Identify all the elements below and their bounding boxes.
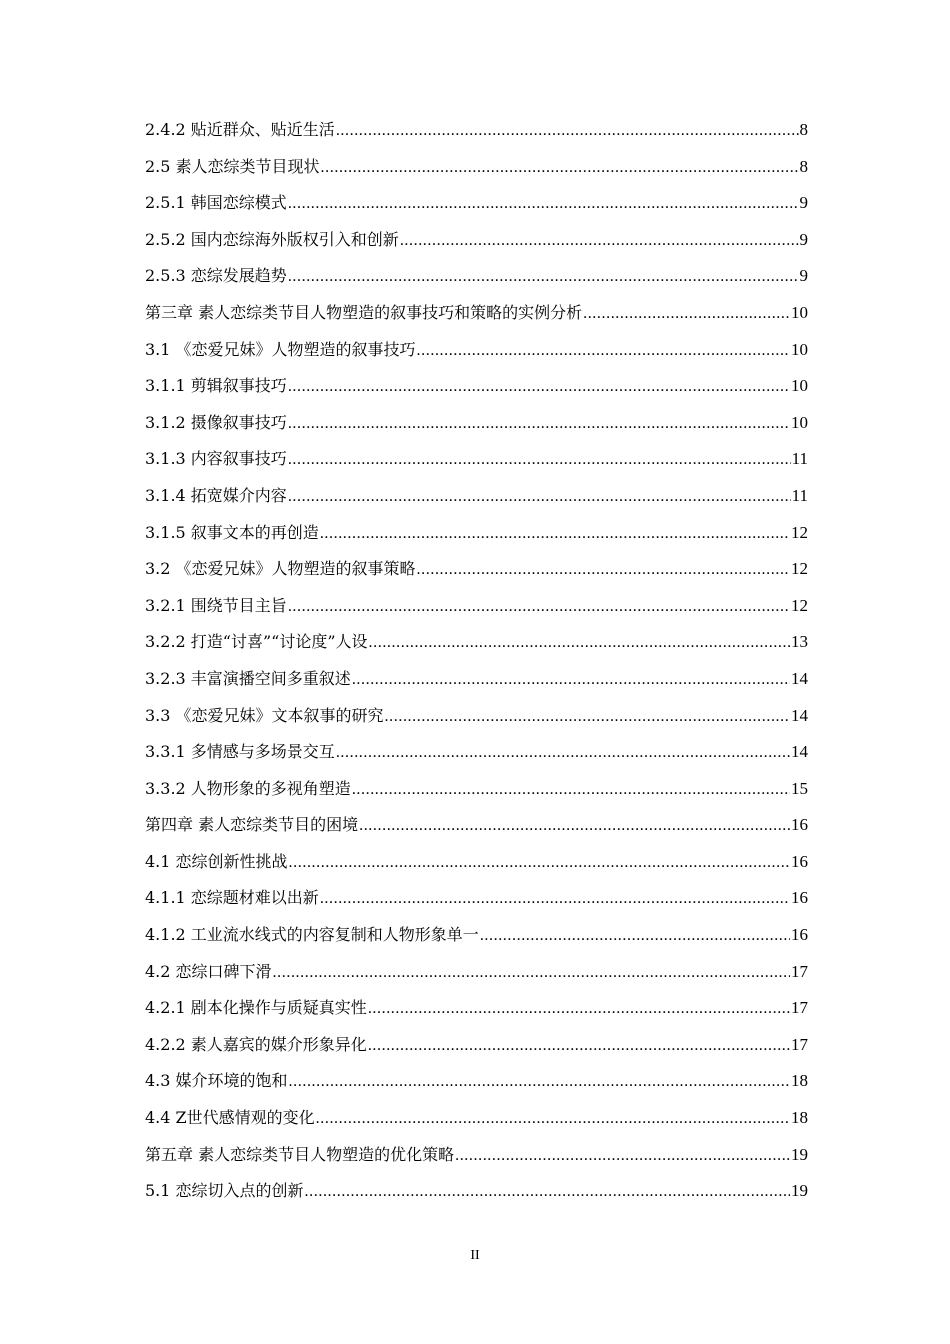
toc-entry-page: 10 xyxy=(791,376,808,396)
toc-entry-page: 11 xyxy=(791,485,808,505)
toc-entry-page: 19 xyxy=(791,1181,808,1201)
toc-dot-leader xyxy=(359,808,790,845)
toc-entry-page: 14 xyxy=(791,742,808,762)
toc-dot-leader xyxy=(336,735,790,772)
toc-dot-leader xyxy=(289,1064,790,1101)
toc-entry-page: 12 xyxy=(791,522,808,542)
toc-entry[interactable] xyxy=(145,1100,808,1137)
toc-dot-leader xyxy=(288,186,799,223)
toc-entry-page: 10 xyxy=(791,339,808,359)
toc-entry-page: 18 xyxy=(791,1108,808,1128)
toc-entry-title: 3.1 《恋爱兄妹》人物塑造的叙事技巧 xyxy=(145,339,416,359)
toc-entry-title: 3.1.3 内容叙事技巧 xyxy=(145,449,287,469)
toc-entry-title: 4.1.1 恋综题材难以出新 xyxy=(145,888,319,908)
toc-entry-page: 16 xyxy=(791,925,808,945)
toc-dot-leader xyxy=(417,333,790,370)
toc-entry-title: 4.3 媒介环境的饱和 xyxy=(145,1071,288,1091)
toc-entry-page: 10 xyxy=(791,302,808,322)
toc-dot-leader xyxy=(583,296,790,333)
toc-entry[interactable] xyxy=(145,990,808,1027)
toc-dot-leader xyxy=(288,406,790,443)
toc-entry-title: 5.1 恋综切入点的创新 xyxy=(145,1181,304,1201)
toc-dot-leader xyxy=(417,552,790,589)
toc-entry-page: 14 xyxy=(791,668,808,688)
toc-entry-page: 17 xyxy=(791,1034,808,1054)
toc-dot-leader xyxy=(305,1174,790,1211)
toc-entry-page: 15 xyxy=(791,778,808,798)
toc-entry-title: 4.2 恋综口碑下滑 xyxy=(145,961,272,981)
toc-entry-page: 17 xyxy=(791,998,808,1018)
toc-dot-leader xyxy=(320,516,790,553)
toc-entry[interactable] xyxy=(145,295,808,332)
toc-dot-leader xyxy=(368,1028,790,1065)
toc-dot-leader xyxy=(352,772,790,809)
toc-entry-title: 2.5.2 国内恋综海外版权引入和创新 xyxy=(145,229,399,249)
toc-entry[interactable] xyxy=(145,771,808,808)
toc-entry-title: 2.5 素人恋综类节目现状 xyxy=(145,156,320,176)
toc-entry-title: 3.2.2 打造“讨喜”“讨论度”人设 xyxy=(145,632,368,652)
toc-entry-page: 8 xyxy=(799,120,808,139)
toc-entry[interactable] xyxy=(145,917,808,954)
toc-entry[interactable] xyxy=(145,112,808,149)
toc-entry-title: 2.4.2 贴近群众、贴近生活 xyxy=(145,120,335,139)
toc-entry-page: 16 xyxy=(791,888,808,908)
toc-entry-page: 9 xyxy=(799,229,808,249)
toc-entry[interactable] xyxy=(145,332,808,369)
page-number: II xyxy=(470,1248,480,1263)
toc-entry-page: 9 xyxy=(799,193,808,213)
toc-dot-leader xyxy=(288,369,790,406)
toc-dot-leader xyxy=(352,662,790,699)
toc-entry-title: 2.5.1 韩国恋综模式 xyxy=(145,193,287,213)
toc-dot-leader xyxy=(316,1101,790,1138)
toc-entry[interactable] xyxy=(145,368,808,405)
toc-entry-title: 3.3 《恋爱兄妹》文本叙事的研究 xyxy=(145,705,384,725)
toc-entry[interactable] xyxy=(145,258,808,295)
toc-dot-leader xyxy=(321,150,799,187)
toc-entry[interactable] xyxy=(145,1173,808,1210)
toc-entry[interactable] xyxy=(145,698,808,735)
toc-entry-page: 16 xyxy=(791,851,808,871)
toc-dot-leader xyxy=(336,113,799,150)
toc-entry-title: 3.3.1 多情感与多场景交互 xyxy=(145,742,335,762)
toc-entry-title: 3.2.3 丰富演播空间多重叙述 xyxy=(145,668,351,688)
toc-entry-page: 19 xyxy=(791,1144,808,1164)
toc-entry[interactable] xyxy=(145,807,808,844)
toc-entry-page: 14 xyxy=(791,705,808,725)
toc-entry-page: 16 xyxy=(791,815,808,835)
toc-entry[interactable] xyxy=(145,588,808,625)
toc-entry-page: 11 xyxy=(791,449,808,469)
toc-entry-title: 3.1.4 拓宽媒介内容 xyxy=(145,485,287,505)
toc-entry[interactable] xyxy=(145,1063,808,1100)
toc-entry[interactable] xyxy=(145,441,808,478)
toc-dot-leader xyxy=(385,699,790,736)
toc-entry-title: 4.2.1 剧本化操作与质疑真实性 xyxy=(145,998,367,1018)
toc-entry-title: 4.1 恋综创新性挑战 xyxy=(145,851,288,871)
toc-dot-leader xyxy=(289,845,790,882)
toc-entry-page: 18 xyxy=(791,1071,808,1091)
toc-entry-title: 3.3.2 人物形象的多视角塑造 xyxy=(145,778,351,798)
toc-entry[interactable] xyxy=(145,222,808,259)
toc-entry-title: 3.1.5 叙事文本的再创造 xyxy=(145,522,319,542)
toc-dot-leader xyxy=(288,589,790,626)
toc-dot-leader xyxy=(288,479,791,516)
toc-entry-page: 13 xyxy=(791,632,808,652)
toc-entry[interactable] xyxy=(145,149,808,186)
toc-dot-leader xyxy=(273,955,790,992)
toc-entry[interactable] xyxy=(145,661,808,698)
toc-entry[interactable] xyxy=(145,1137,808,1174)
toc-entry[interactable] xyxy=(145,954,808,991)
toc-entry[interactable] xyxy=(145,185,808,222)
toc-entry-title: 3.1.2 摄像叙事技巧 xyxy=(145,412,287,432)
toc-entry-title: 第五章 素人恋综类节目人物塑造的优化策略 xyxy=(145,1144,455,1164)
toc-entry-page: 17 xyxy=(791,961,808,981)
toc-dot-leader xyxy=(288,442,791,479)
toc-entry-title: 4.1.2 工业流水线式的内容复制和人物形象单一 xyxy=(145,925,479,945)
toc-entry-page: 8 xyxy=(799,156,808,176)
toc-entry[interactable] xyxy=(145,405,808,442)
toc-entry-title: 3.2 《恋爱兄妹》人物塑造的叙事策略 xyxy=(145,559,416,579)
toc-dot-leader xyxy=(320,881,790,918)
toc-entry-title: 第三章 素人恋综类节目人物塑造的叙事技巧和策略的实例分析 xyxy=(145,302,583,322)
toc-entry[interactable] xyxy=(145,844,808,881)
toc-entry[interactable] xyxy=(145,551,808,588)
toc-entry-title: 第四章 素人恋综类节目的困境 xyxy=(145,815,359,835)
toc-entry[interactable] xyxy=(145,880,808,917)
toc-entry-title: 4.4 Z世代感情观的变化 xyxy=(145,1108,315,1128)
toc-entry[interactable] xyxy=(145,734,808,771)
toc-entry[interactable] xyxy=(145,624,808,661)
toc-entry-page: 12 xyxy=(791,559,808,579)
toc-dot-leader xyxy=(368,991,790,1028)
toc-dot-leader xyxy=(455,1138,790,1175)
toc-entry-title: 4.2.2 素人嘉宾的媒介形象异化 xyxy=(145,1034,367,1054)
toc-entry-page: 9 xyxy=(799,266,808,286)
toc-entry-title: 2.5.3 恋综发展趋势 xyxy=(145,266,287,286)
toc-entry-title: 3.1.1 剪辑叙事技巧 xyxy=(145,376,287,396)
toc-dot-leader xyxy=(400,223,799,260)
toc-entry-title: 3.2.1 围绕节目主旨 xyxy=(145,595,287,615)
toc-entry[interactable] xyxy=(145,478,808,515)
toc-dot-leader xyxy=(288,259,799,296)
toc-entry[interactable] xyxy=(145,1027,808,1064)
table-of-contents xyxy=(145,112,808,1210)
toc-entry-page: 10 xyxy=(791,412,808,432)
toc-entry-page: 12 xyxy=(791,595,808,615)
toc-dot-leader xyxy=(369,625,790,662)
toc-dot-leader xyxy=(480,918,790,955)
toc-entry[interactable] xyxy=(145,515,808,552)
